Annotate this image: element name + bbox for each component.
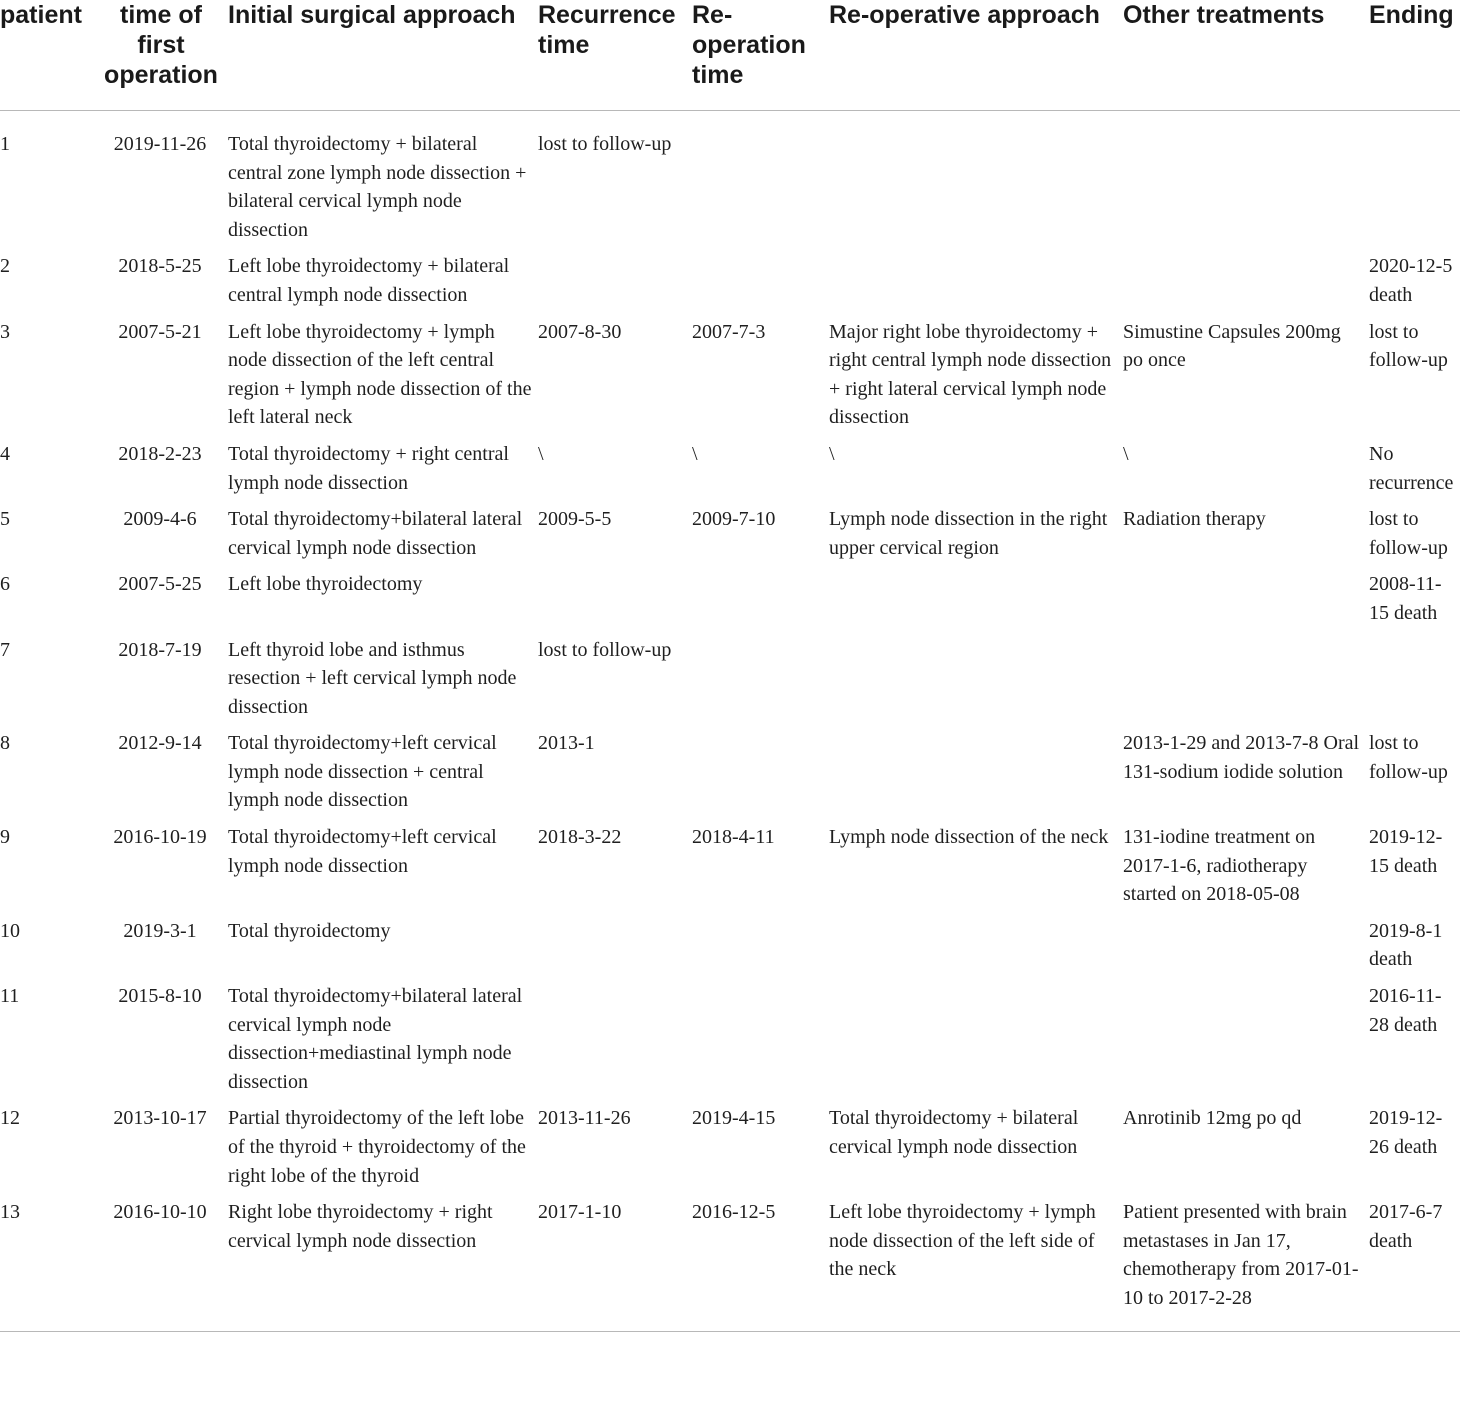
- cell-initial-approach: Total thyroidectomy+bilateral lateral cervical lymph node dissection+mediastinal lymph node dissection: [228, 985, 523, 1093]
- table-row: [0, 1104, 1460, 1198]
- cell-other-treatments: Simustine Capsules 200mg po once: [1123, 320, 1341, 372]
- cell-re-operative-approach: Major right lobe thyroidectomy + right central lymph node dissection + right lateral cervical lymph node dissection: [829, 320, 1112, 429]
- cell-patient: 7: [0, 638, 10, 661]
- cell-initial-approach: Total thyroidectomy+left cervical lymph node dissection + central lymph node dissection: [228, 732, 497, 812]
- cell-other-treatments: [1123, 982, 1369, 1104]
- cell-recurrence-time: [538, 570, 692, 635]
- cell-re-operative-approach: [829, 252, 1123, 317]
- cell-patient: 10: [0, 919, 20, 942]
- table-row: [0, 440, 1460, 505]
- table-row: [0, 252, 1460, 317]
- cell-patient: 5: [0, 508, 10, 531]
- cell-first-operation-time: 2019-11-26: [113, 133, 207, 155]
- cell-patient: 8: [0, 732, 10, 755]
- cell-initial-approach: Left thyroid lobe and isthmus resection + left cervical lymph node dissection: [228, 638, 517, 718]
- header-time-of-first-operation: time of first operation: [98, 0, 228, 111]
- cell-ending: [1369, 636, 1460, 730]
- table-row: [0, 917, 1460, 982]
- header-patient: patient: [0, 0, 98, 111]
- cell-re-operation-time: 2019-4-15: [692, 1107, 776, 1130]
- table-row: [0, 1198, 1460, 1331]
- cell-ending: 2019-8-1 death: [1369, 919, 1443, 971]
- cell-re-operation-time: [692, 729, 829, 823]
- cell-re-operation-time: [692, 570, 829, 635]
- cell-first-operation-time: 2015-8-10: [118, 985, 202, 1008]
- cell-other-treatments: Anrotinib 12mg po qd: [1123, 1107, 1302, 1130]
- cell-other-treatments: [1123, 111, 1369, 253]
- cell-recurrence-time: 2013-11-26: [538, 1107, 631, 1130]
- cell-recurrence-time: \: [538, 442, 544, 465]
- cell-ending: 2016-11-28 death: [1369, 985, 1442, 1036]
- cell-re-operation-time: 2018-4-11: [692, 826, 775, 849]
- cell-first-operation-time: 2012-9-14: [118, 732, 202, 755]
- cell-recurrence-time: [538, 917, 692, 982]
- header-row: [0, 0, 1460, 111]
- cell-recurrence-time: 2017-1-10: [538, 1198, 692, 1331]
- cell-patient: 13: [0, 1198, 98, 1331]
- cell-ending: 2017-6-7 death: [1369, 1198, 1460, 1331]
- cell-re-operation-time: [692, 252, 829, 317]
- cell-initial-approach: Left lobe thyroidectomy + bilateral central lymph node dissection: [228, 255, 510, 306]
- cell-re-operation-time: 2007-7-3: [692, 320, 766, 343]
- header-re-operation-time: Re-operation time: [692, 0, 829, 111]
- cell-other-treatments: Patient presented with brain metastases in Jan 17, chemotherapy from 2017-01-10 to 2017-2-28: [1123, 1198, 1369, 1331]
- cell-other-treatments: [1123, 917, 1369, 982]
- cell-ending: [1369, 111, 1460, 253]
- cell-re-operative-approach: [829, 570, 1123, 635]
- cell-patient: 9: [0, 826, 10, 849]
- cell-re-operative-approach: [829, 111, 1123, 253]
- cell-other-treatments: 2013-1-29 and 2013-7-8 Oral 131-sodium iodide solution: [1123, 732, 1360, 783]
- cell-other-treatments: [1123, 252, 1369, 317]
- cell-recurrence-time: [538, 252, 692, 317]
- table-row: [0, 505, 1460, 570]
- cell-initial-approach: Total thyroidectomy + bilateral central zone lymph node dissection + bilateral cervical lymph node dissection: [228, 133, 527, 241]
- cell-re-operative-approach: Total thyroidectomy + bilateral cervical lymph node dissection: [829, 1107, 1079, 1158]
- cell-patient: 12: [0, 1107, 20, 1130]
- cell-re-operation-time: [692, 636, 829, 730]
- cell-patient: 1: [0, 133, 10, 155]
- cell-recurrence-time: 2013-1: [538, 732, 595, 755]
- cell-re-operative-approach: [829, 982, 1123, 1104]
- cell-re-operative-approach: [829, 636, 1123, 730]
- cell-re-operation-time: \: [692, 442, 698, 465]
- cell-first-operation-time: 2007-5-25: [118, 573, 202, 596]
- table-row: [0, 318, 1460, 440]
- header-recurrence-time: Recurrence time: [538, 0, 692, 111]
- cell-ending: 2019-12-15 death: [1369, 826, 1443, 877]
- cell-re-operation-time: [692, 982, 829, 1104]
- cell-first-operation-time: 2016-10-19: [113, 826, 207, 849]
- cell-re-operative-approach: Left lobe thyroidectomy + lymph node dissection of the left side of the neck: [829, 1198, 1123, 1331]
- table-row: [0, 111, 1460, 253]
- table-row: [0, 570, 1460, 635]
- cell-recurrence-time: lost to follow-up: [538, 638, 672, 661]
- header-re-operative-approach: Re-operative approach: [829, 0, 1123, 111]
- cell-initial-approach: Total thyroidectomy: [228, 919, 391, 942]
- cell-ending: 2020-12-5 death: [1369, 255, 1453, 306]
- cell-ending: lost to follow-up: [1369, 320, 1448, 372]
- header-initial-surgical-approach: Initial surgical approach: [228, 0, 538, 111]
- cell-patient: 6: [0, 573, 10, 596]
- cell-re-operative-approach: [829, 917, 1123, 982]
- cell-patient: 3: [0, 320, 10, 343]
- cell-ending: 2019-12-26 death: [1369, 1107, 1443, 1158]
- cell-patient: 2: [0, 255, 10, 278]
- cell-patient: 11: [0, 985, 20, 1008]
- table-row: [0, 636, 1460, 730]
- cell-other-treatments: Radiation therapy: [1123, 508, 1266, 531]
- table-header: [0, 0, 1460, 111]
- cell-re-operative-approach: \: [829, 442, 835, 465]
- cell-recurrence-time: 2018-3-22: [538, 826, 622, 849]
- cell-first-operation-time: 2007-5-21: [118, 320, 202, 343]
- cell-recurrence-time: 2007-8-30: [538, 320, 622, 343]
- cell-initial-approach: Total thyroidectomy + right central lymph node dissection: [228, 442, 509, 494]
- header-ending: Ending: [1369, 0, 1460, 111]
- cell-ending: 2008-11-15 death: [1369, 573, 1442, 624]
- cell-recurrence-time: 2009-5-5: [538, 508, 612, 531]
- cell-other-treatments: [1123, 636, 1369, 730]
- table-row: [0, 982, 1460, 1104]
- cell-re-operation-time: 2016-12-5: [692, 1198, 829, 1331]
- header-other-treatments: Other treatments: [1123, 0, 1369, 111]
- cell-initial-approach: Partial thyroidectomy of the left lobe of the thyroid + thyroidectomy of the right lobe of the thyroid: [228, 1107, 526, 1187]
- cell-ending: lost to follow-up: [1369, 732, 1448, 783]
- cell-re-operative-approach: Lymph node dissection in the right upper cervical region: [829, 508, 1108, 559]
- cell-other-treatments: \: [1123, 442, 1129, 465]
- cell-ending: No recurrence: [1369, 442, 1454, 494]
- cell-re-operative-approach: Lymph node dissection of the neck: [829, 826, 1109, 849]
- cell-first-operation-time: 2016-10-10: [98, 1198, 228, 1331]
- cell-other-treatments: [1123, 570, 1369, 635]
- cell-initial-approach: Left lobe thyroidectomy + lymph node dissection of the left central region + lymph node dissection of the left lateral neck: [228, 320, 532, 429]
- cell-re-operation-time: 2009-7-10: [692, 508, 776, 531]
- cell-recurrence-time: lost to follow-up: [538, 133, 672, 155]
- cell-first-operation-time: 2018-5-25: [118, 255, 202, 278]
- cell-initial-approach: Total thyroidectomy+left cervical lymph node dissection: [228, 826, 497, 877]
- cell-patient: 4: [0, 442, 10, 465]
- table-body: [0, 111, 1460, 1332]
- cell-ending: lost to follow-up: [1369, 508, 1448, 559]
- cell-first-operation-time: 2009-4-6: [123, 508, 197, 531]
- cell-re-operation-time: [692, 111, 829, 253]
- cell-other-treatments: 131-iodine treatment on 2017-1-6, radiotherapy started on 2018-05-08: [1123, 826, 1316, 906]
- cell-first-operation-time: 2013-10-17: [113, 1107, 207, 1130]
- table-row: [0, 729, 1460, 823]
- cell-initial-approach: Right lobe thyroidectomy + right cervical lymph node dissection: [228, 1198, 538, 1331]
- table-row: [0, 823, 1460, 917]
- cell-first-operation-time: 2018-2-23: [118, 442, 202, 465]
- cell-re-operation-time: [692, 917, 829, 982]
- cell-first-operation-time: 2019-3-1: [123, 919, 197, 942]
- cell-re-operative-approach: [829, 729, 1123, 823]
- cell-first-operation-time: 2018-7-19: [118, 638, 202, 661]
- cell-initial-approach: Total thyroidectomy+bilateral lateral cervical lymph node dissection: [228, 508, 523, 559]
- cell-initial-approach: Left lobe thyroidectomy: [228, 573, 423, 596]
- cell-recurrence-time: [538, 982, 692, 1104]
